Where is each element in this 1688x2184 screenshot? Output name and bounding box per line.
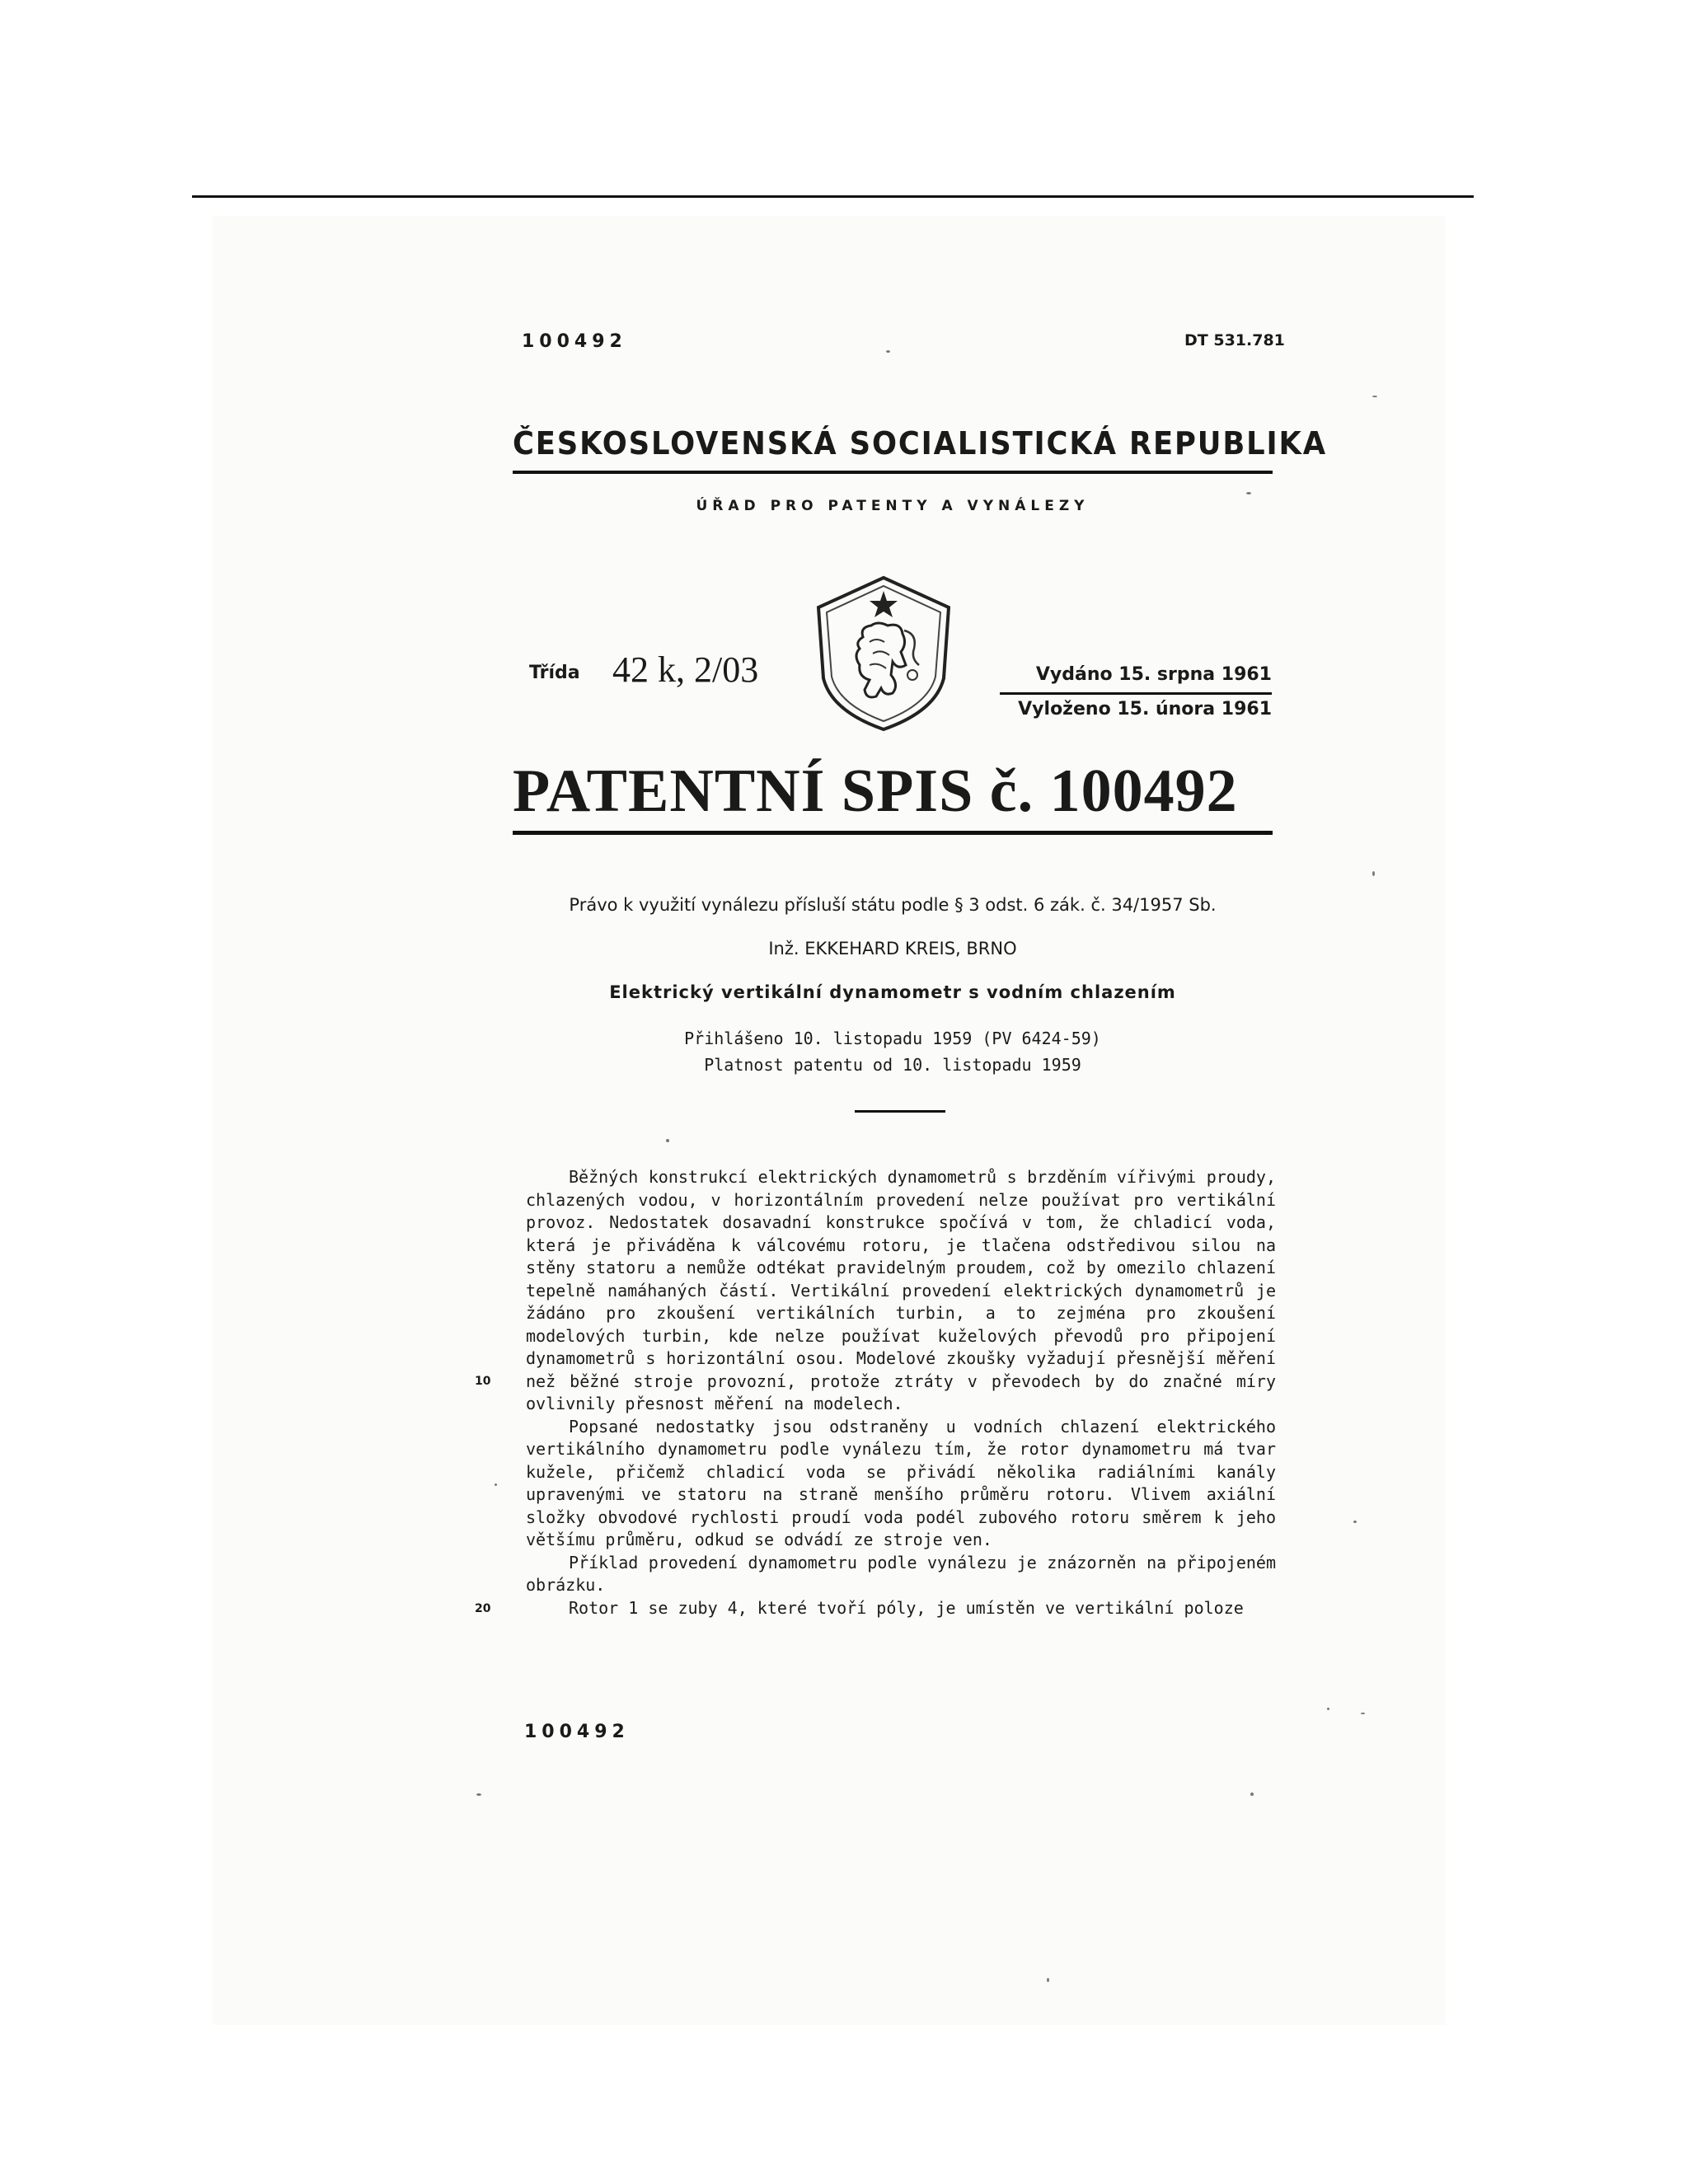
body-paragraph: Rotor 1 se zuby 4, které tvoří póly, je umístěn ve vertikální poloze — [569, 1597, 1244, 1618]
top-border-rule — [192, 195, 1474, 198]
published-date: Vydáno 15. srpna 1961 — [1035, 664, 1272, 685]
doc-number-bottom: 100492 — [524, 1722, 630, 1742]
scan-speck — [1372, 396, 1377, 397]
scan-speck — [886, 350, 890, 353]
republic-rule — [513, 471, 1273, 474]
doc-number-top: 100492 — [522, 331, 627, 352]
scan-speck — [1246, 492, 1251, 494]
section-divider-rule — [855, 1110, 945, 1113]
body-text — [526, 1166, 1276, 1619]
scan-speck — [1250, 1793, 1254, 1796]
patent-office-name: ÚŘAD PRO PATENTY A VYNÁLEZY — [696, 498, 1090, 514]
body-paragraph: Příklad provedení dynamometru podle vynálezu je znázorněn na připojeném obrázku. — [526, 1552, 1276, 1595]
class-value: 42 k, 2/03 — [612, 649, 759, 690]
filing-date: Přihlášeno 10. listopadu 1959 (PV 6424-59) — [684, 1029, 1101, 1048]
body-paragraph: Popsané nedostatky jsou odstraněny u vodních chlazení elektrického vertikálního dynamometru podle vynálezu tím, že rotor dynamometru má tvar kužele, přičemž chladicí voda se přivádí několika radiálními kanály upravenými ve statoru na straně menšího průměru rotoru. Vlivem axiální složky obvodové rychlosti proudí voda podél zubového rotoru směrem k jeho většímu průměru, odkud se odvádí ze stroje ven. — [526, 1416, 1276, 1549]
class-label: Třída — [529, 663, 580, 683]
invention-title: Elektrický vertikální dynamometr s vodním chlazením — [609, 982, 1176, 1002]
line-number: 20 — [475, 1602, 491, 1615]
body-paragraph: Běžných konstrukcí elektrických dynamometrů s brzděním vířivými proudy, chlazených vodou, v horizontálním provedení nelze používat pro vertikální provoz. Nedostatek dosavadní konstrukce spočívá v tom, že chladicí voda, která je přiváděna k válcovému rotoru, je tlačena odstředivou silou na stěny statoru a nemůže odtékat pravidelným proudem, což by omezilo chlazení tepelně namáhaných částí. Vertikální provedení elektrických dynamometrů je žádáno pro zkoušení vertikálních turbin, a to zejména pro zkoušení modelových turbin, kde nelze používat kuželových převodů pro připojení dynamometrů s horizontální osou. Modelové zkoušky vyžadují přesnější měření než běžné stroje provozní, protože ztráty v převodech by do značné míry ovlivnily přesnost měření na modelech. — [526, 1167, 1276, 1413]
scanned-page — [213, 216, 1445, 2025]
scan-speck — [476, 1793, 481, 1796]
scan-speck — [495, 1483, 497, 1486]
scan-speck — [666, 1139, 669, 1142]
scan-speck — [1353, 1521, 1357, 1523]
republic-title: ČESKOSLOVENSKÁ SOCIALISTICKÁ REPUBLIKA — [513, 425, 1327, 462]
scan-speck — [1372, 871, 1375, 876]
date-divider-rule — [1000, 692, 1272, 695]
laid-open-date: Vyloženo 15. února 1961 — [1018, 699, 1272, 719]
scan-speck — [1327, 1708, 1329, 1710]
rights-note: Právo k využití vynálezu přísluší státu podle § 3 odst. 6 zák. č. 34/1957 Sb. — [569, 895, 1217, 915]
scan-speck — [1361, 1713, 1365, 1714]
state-emblem-icon — [812, 573, 956, 733]
patent-validity: Platnost patentu od 10. listopadu 1959 — [704, 1055, 1081, 1075]
patent-title-rule — [513, 831, 1273, 835]
inventor: Inž. EKKEHARD KREIS, BRNO — [768, 939, 1017, 958]
line-number: 10 — [475, 1375, 491, 1388]
scan-speck — [1047, 1978, 1049, 1982]
patent-title: PATENTNÍ SPIS č. 100492 — [513, 757, 1238, 825]
dt-code: DT 531.781 — [1184, 331, 1285, 349]
